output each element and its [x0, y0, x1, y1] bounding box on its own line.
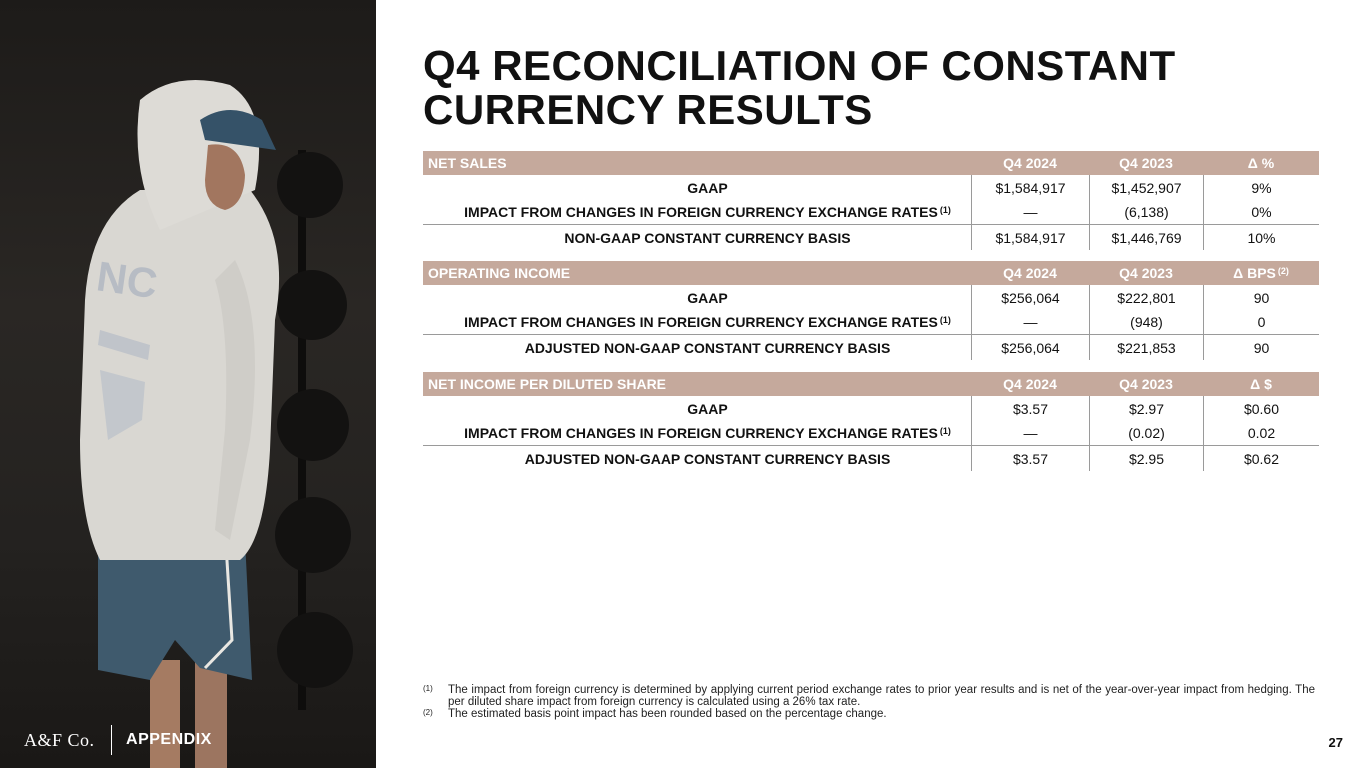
row-label-text: ADJUSTED NON-GAAP CONSTANT CURRENCY BASIS — [524, 450, 891, 467]
row-label — [423, 200, 971, 224]
hero-photo — [0, 0, 376, 768]
cell-q4-2023: (948) — [1089, 310, 1203, 334]
page-title-line-1: Q4 RECONCILIATION OF CONSTANT — [423, 42, 1176, 89]
cell-q4-2023: $221,853 — [1089, 335, 1203, 360]
cell-q4-2023: $1,446,769 — [1089, 225, 1203, 250]
brand-logo: A&F Co. — [24, 729, 95, 750]
cell-delta: 0.02 — [1203, 421, 1319, 445]
column-header-delta — [1203, 261, 1319, 285]
column-header-delta-text: Δ % — [1247, 155, 1275, 171]
row-label-text: IMPACT FROM CHANGES IN FOREIGN CURRENCY EXCHANGE RATES — [464, 204, 938, 220]
row-label — [423, 175, 971, 200]
row-label — [423, 285, 971, 310]
footnote-mark: (2) — [423, 708, 433, 717]
net-income-per-share-table — [423, 372, 1319, 471]
model-illustration — [0, 0, 376, 768]
cell-q4-2024: $1,584,917 — [971, 225, 1089, 250]
cell-q4-2024: — — [971, 310, 1089, 334]
cell-q4-2024: — — [971, 421, 1089, 445]
table-row — [423, 175, 1319, 200]
cell-delta: $0.60 — [1203, 396, 1319, 421]
svg-text:NC: NC — [93, 252, 161, 308]
cell-q4-2024: — — [971, 200, 1089, 224]
footnote-ref: (2) — [1277, 266, 1289, 276]
cell-q4-2024: $1,584,917 — [971, 175, 1089, 200]
table-row — [423, 396, 1319, 421]
footnote-ref: (1) — [939, 315, 951, 325]
row-label — [423, 335, 971, 360]
section-label: APPENDIX — [126, 731, 212, 748]
cell-delta: 0% — [1203, 200, 1319, 224]
cell-q4-2024: $3.57 — [971, 396, 1089, 421]
cell-q4-2023: (6,138) — [1089, 200, 1203, 224]
page-number: 27 — [1328, 735, 1343, 750]
footnote — [423, 684, 1315, 708]
row-label — [423, 396, 971, 421]
cell-q4-2023: $2.95 — [1089, 446, 1203, 471]
net-sales-table — [423, 151, 1319, 250]
row-label-text: ADJUSTED NON-GAAP CONSTANT CURRENCY BASIS — [524, 339, 891, 356]
cell-delta: $0.62 — [1203, 446, 1319, 471]
column-header-q4-2024: Q4 2024 — [1003, 265, 1057, 281]
column-header-q4-2023: Q4 2023 — [1119, 155, 1173, 171]
cell-q4-2023: $2.97 — [1089, 396, 1203, 421]
row-label-text: GAAP — [687, 179, 728, 196]
row-label — [423, 446, 971, 471]
cell-delta: 10% — [1203, 225, 1319, 250]
row-label — [423, 310, 971, 334]
table-header — [423, 372, 1319, 396]
cell-q4-2023: $222,801 — [1089, 285, 1203, 310]
page-title-line-2: CURRENCY RESULTS — [423, 86, 873, 133]
table-header-label: NET INCOME PER DILUTED SHARE — [428, 376, 667, 392]
table-header — [423, 261, 1319, 285]
row-label-text: GAAP — [687, 289, 728, 306]
row-label-text: NON-GAAP CONSTANT CURRENCY BASIS — [564, 229, 851, 246]
column-header-delta-text: Δ $ — [1250, 376, 1272, 392]
column-header-q4-2024: Q4 2024 — [1003, 155, 1057, 171]
brand-footer — [24, 724, 212, 756]
table-row — [423, 421, 1319, 446]
cell-q4-2023: (0.02) — [1089, 421, 1203, 445]
row-label — [423, 421, 971, 445]
column-header-q4-2023: Q4 2023 — [1119, 376, 1173, 392]
column-header-q4-2024: Q4 2024 — [1003, 376, 1057, 392]
footnote-text: The impact from foreign currency is determined by applying current period exchange rates to prior year results and is net of the year-over-year impact from hedging. The per diluted share impact from foreign currency is calculated using a 26% tax rate. — [448, 684, 1315, 708]
table-row — [423, 446, 1319, 471]
brand-divider — [111, 725, 113, 755]
table-header — [423, 151, 1319, 175]
footnote-mark: (1) — [423, 684, 433, 693]
footnote-text: The estimated basis point impact has been rounded based on the percentage change. — [448, 708, 887, 720]
cell-delta: 0 — [1203, 310, 1319, 334]
cell-delta: 9% — [1203, 175, 1319, 200]
operating-income-table — [423, 261, 1319, 360]
row-label-text: IMPACT FROM CHANGES IN FOREIGN CURRENCY EXCHANGE RATES — [464, 425, 938, 441]
table-row — [423, 225, 1319, 250]
footnote — [423, 708, 1315, 720]
table-row — [423, 335, 1319, 360]
cell-delta: 90 — [1203, 285, 1319, 310]
footnote-ref: (1) — [939, 205, 951, 215]
cell-delta: 90 — [1203, 335, 1319, 360]
cell-q4-2023: $1,452,907 — [1089, 175, 1203, 200]
table-header-label: OPERATING INCOME — [428, 265, 571, 281]
table-header-label: NET SALES — [428, 155, 507, 171]
column-header-q4-2023: Q4 2023 — [1119, 265, 1173, 281]
table-row — [423, 200, 1319, 225]
footnote-ref: (1) — [939, 426, 951, 436]
row-label-text: GAAP — [687, 400, 728, 417]
column-header-delta-text: Δ BPS — [1233, 265, 1276, 281]
row-label-text: IMPACT FROM CHANGES IN FOREIGN CURRENCY EXCHANGE RATES — [464, 314, 938, 330]
footnotes — [423, 684, 1315, 720]
table-row — [423, 285, 1319, 310]
page-title — [423, 44, 1323, 132]
row-label — [423, 225, 971, 250]
table-row — [423, 310, 1319, 335]
column-header-delta — [1203, 372, 1319, 396]
column-header-delta — [1203, 151, 1319, 175]
cell-q4-2024: $256,064 — [971, 285, 1089, 310]
cell-q4-2024: $256,064 — [971, 335, 1089, 360]
cell-q4-2024: $3.57 — [971, 446, 1089, 471]
